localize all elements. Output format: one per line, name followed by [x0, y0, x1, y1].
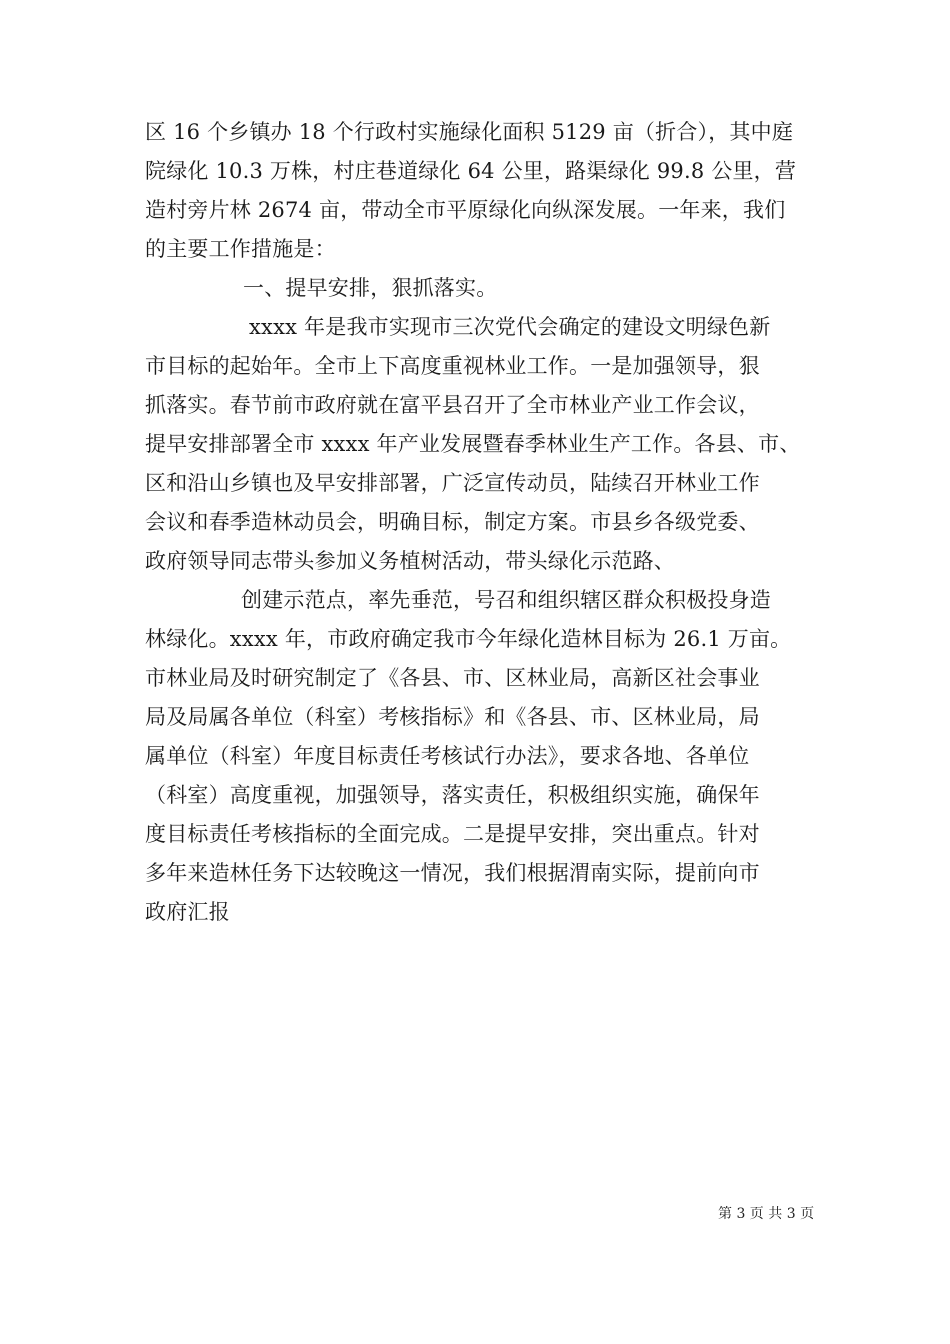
text-line: 的主要工作措施是： — [145, 237, 336, 261]
text-line: 提早安排部署全市 xxxx 年产业发展暨春季林业生产工作。各县、市、 — [145, 432, 801, 456]
text-line: 抓落实。春节前市政府就在富平县召开了全市林业产业工作会议， — [145, 393, 760, 417]
text-line: （科室）高度重视，加强领导，落实责任，积极组织实施，确保年 — [145, 783, 760, 807]
text-line: 创建示范点，率先垂范，号召和组织辖区群众积极投身造 — [241, 588, 771, 612]
page-number-footer: 第 3 页 共 3 页 — [718, 1206, 815, 1222]
document-body — [145, 113, 815, 932]
text-line: 院绿化 10.3 万株，村庄巷道绿化 64 公里，路渠绿化 99.8 公里，营 — [145, 159, 797, 183]
text-line: 市目标的起始年。全市上下高度重视林业工作。一是加强领导，狠 — [145, 354, 760, 378]
text-line: 政府汇报 — [145, 900, 230, 924]
text-line: 造村旁片林 2674 亩，带动全市平原绿化向纵深发展。一年来，我们 — [145, 198, 786, 222]
text-line: 多年来造林任务下达较晚这一情况，我们根据渭南实际，提前向市 — [145, 861, 760, 885]
text-line: 区 16 个乡镇办 18 个行政村实施绿化面积 5129 亩（折合），其中庭 — [145, 120, 794, 144]
text-line: 市林业局及时研究制定了《各县、市、区林业局，高新区社会事业 — [145, 666, 760, 690]
text-line: 局及局属各单位（科室）考核指标》和《各县、市、区林业局，局 — [145, 705, 760, 729]
text-line: 度目标责任考核指标的全面完成。二是提早安排，突出重点。针对 — [145, 822, 760, 846]
text-line: 政府领导同志带头参加义务植树活动，带头绿化示范路、 — [145, 549, 675, 573]
text-line: 林绿化。xxxx 年，市政府确定我市今年绿化造林目标为 26.1 万亩。 — [145, 627, 792, 651]
text-line: 区和沿山乡镇也及早安排部署，广泛宣传动员，陆续召开林业工作 — [145, 471, 760, 495]
text-line: 属单位（科室）年度目标责任考核试行办法》，要求各地、各单位 — [145, 744, 750, 768]
text-line: xxxx 年是我市实现市三次党代会确定的建设文明绿色新 — [249, 315, 771, 339]
section-heading: 一、提早安排，狠抓落实。 — [243, 276, 498, 300]
text-line: 会议和春季造林动员会，明确目标，制定方案。市县乡各级党委、 — [145, 510, 760, 534]
